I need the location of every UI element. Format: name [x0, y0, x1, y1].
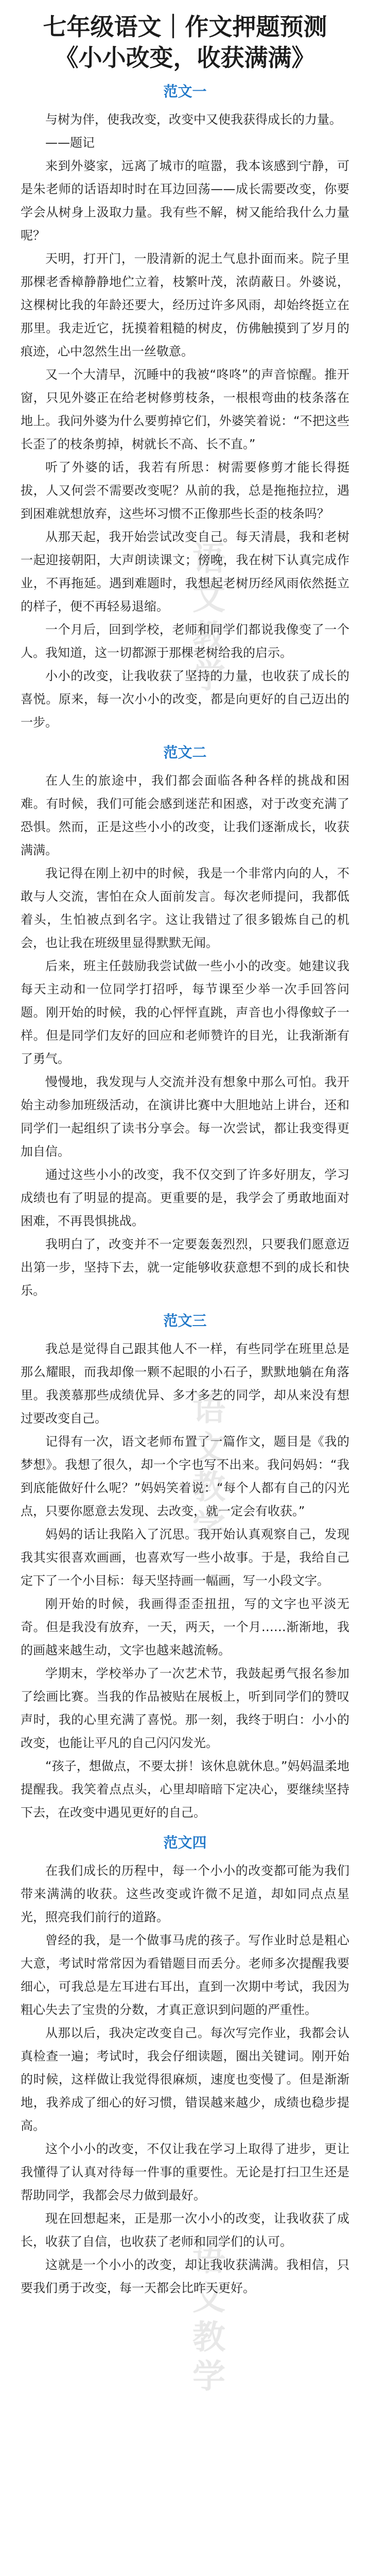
- essay-section: [21, 742, 349, 1302]
- essay-paragraph: 我明白了，改变并不一定要轰轰烈烈，只要我们愿意迈出第一步，坚持下去，就一定能够收获意想不到的成长和快乐。: [21, 1237, 349, 1298]
- essay-paragraph: 妈妈的话让我陷入了沉思。我开始认真观察自己，发现我其实很喜欢画画，也喜欢写一些小故事。于是，我给自己定下了一个小目标：每天坚持画一幅画，写一小段文字。: [21, 1527, 349, 1588]
- essay-paragraph: 这个小小的改变，不仅让我在学习上取得了进步，更让我懂得了认真对待每一件事的重要性。无论是打扫卫生还是帮助同学，我都会尽力做到最好。: [21, 2142, 349, 2202]
- essay-paragraph: 刚开始的时候，我画得歪歪扭扭，写的文字也平淡无奇。但是我没有放弃，一天，两天，一个月……渐渐地，我的画越来越生动，文字也越来越流畅。: [21, 1597, 349, 1657]
- essay-paragraph: 天明，打开门，一股清新的泥土气息扑面而来。院子里那棵老香樟静静地伫立着，枝繁叶茂，浓荫蔽日。外婆说，这棵树比我的年龄还要大，经历过许多风雨，却始终挺立在那里。我走近它，抚摸着粗糙的树皮，仿佛触摸到了岁月的痕迹，心中忽然生出一丝敬意。: [21, 251, 349, 359]
- essay-paragraph: 现在回想起来，正是那一次小小的改变，让我收获了成长，收获了自信，也收获了老师和同学们的认可。: [21, 2211, 349, 2249]
- essay-heading: 范文二: [163, 744, 207, 761]
- essay-section: [21, 1833, 349, 2300]
- watermark: 语文教学: [187, 1391, 225, 1548]
- essay-lead: 与树为伴，使我改变，改变中又使我获得成长的力量。: [45, 112, 342, 127]
- essay-signature: ——题记: [45, 135, 95, 150]
- watermark: 语文教学: [187, 541, 225, 698]
- essay-paragraph: 在我们成长的历程中，每一个小小的改变都可能为我们带来满满的收获。这些改变或许微不足道，却如同点点星光，照亮我们前行的道路。: [21, 1863, 349, 1924]
- essay-paragraph: 又一个大清早，沉睡中的我被“咚咚”的声音惊醒。推开窗，只见外婆正在给老树修剪枝条，一根根弯曲的枝条落在地上。我问外婆为什么要剪掉它们，外婆笑着说：“不把这些长歪了的枝条剪掉，树就长不高、长不直。”: [21, 367, 349, 451]
- essay-paragraph: 记得有一次，语文老师布置了一篇作文，题目是《我的梦想》。我想了很久，却一个字也写不出来。我问妈妈：“我到底能做好什么呢？”妈妈笑着说：“每个人都有自己的闪光点，只要你愿意去发现、去改变，就一定会有收获。”: [21, 1434, 349, 1518]
- page-title-line2: 《小小改变，收获满满》: [55, 44, 315, 72]
- essay-paragraph: 学期末，学校举办了一次艺术节，我鼓起勇气报名参加了绘画比赛。当我的作品被贴在展板上，听到同学们的赞叹声时，我的心里充满了喜悦。那一刻，我终于明白：小小的改变，也能让平凡的自己闪闪发光。: [21, 1666, 349, 1750]
- essay-paragraph: “孩子，想做点，不要太拼！该休息就休息。”妈妈温柔地提醒我。我笑着点点头，心里却暗暗下定决心，要继续坚持下去，在改变中遇见更好的自己。: [21, 1759, 349, 1820]
- essay-paragraph: 通过这些小小的改变，我不仅交到了许多好朋友，学习成绩也有了明显的提高。更重要的是，我学会了勇敢地面对困难，不再畏惧挑战。: [21, 1167, 349, 1228]
- essay-paragraph: 慢慢地，我发现与人交流并没有想象中那么可怕。我开始主动参加班级活动，在演讲比赛中大胆地站上讲台，还和同学们一起组织了读书分享会。每一次尝试，都让我变得更加自信。: [21, 1075, 349, 1159]
- essay-paragraph: 这就是一个小小的改变，却让我收获满满。我相信，只要我们勇于改变，每一天都会比昨天更好。: [21, 2258, 349, 2295]
- watermark: 语文教学: [187, 2241, 225, 2398]
- essay-paragraph: 在人生的旅途中，我们都会面临各种各样的挑战和困难。有时候，我们可能会感到迷茫和困惑，对于改变充满了恐惧。然而，正是这些小小的改变，让我们逐渐成长，收获满满。: [21, 773, 349, 857]
- essay-paragraph: 小小的改变，让我收获了坚持的力量，也收获了成长的喜悦。原来，每一次小小的改变，都是向更好的自己迈出的一步。: [21, 669, 349, 730]
- essay-paragraph: 曾经的我，是一个做事马虎的孩子。写作业时总是粗心大意，考试时常常因为看错题目而丢分。老师多次提醒我要细心，可我总是左耳进右耳出，直到一次期中考试，我因为粗心失去了宝贵的分数，才真正意识到问题的严重性。: [21, 1933, 349, 2017]
- essay-paragraph: 我总是觉得自己跟其他人不一样，有些同学在班里总是那么耀眼，而我却像一颗不起眼的小石子，默默地躺在角落里。我羡慕那些成绩优异、多才多艺的同学，却从来没有想过要改变自己。: [21, 1342, 349, 1426]
- essay-paragraph: 后来，班主任鼓励我尝试做一些小小的改变。她建议我每天主动和一位同学打招呼，每节课至少举一次手回答问题。刚开始的时候，我的心怦怦直跳，声音也小得像蚊子一样。但是同学们友好的回应和老师赞许的目光，让我渐渐有了勇气。: [21, 959, 349, 1066]
- essay-section: [21, 81, 349, 734]
- essay-paragraph: 从那以后，我决定改变自己。每次写完作业，我都会认真检查一遍；考试时，我会仔细读题，圈出关键词。刚开始的时候，这样做让我觉得很麻烦，速度也变慢了。但是渐渐地，我养成了细心的好习惯，错误越来越少，成绩也稳步提高。: [21, 2026, 349, 2133]
- page-title-line1: 七年级语文｜作文押题预测: [43, 13, 327, 41]
- essays-container: [21, 81, 349, 2300]
- essay-paragraph: 一个月后，回到学校，老师和同学们都说我像变了一个人。我知道，这一切都源于那棵老树给我的启示。: [21, 622, 349, 660]
- essay-section: [21, 1311, 349, 1824]
- essay-paragraph: 来到外婆家，远离了城市的喧嚣，我本该感到宁静，可是朱老师的话语却时时在耳边回荡——成长需要改变，你要学会从树身上汲取力量。我有些不解，树又能给我什么力量呢？: [21, 159, 349, 243]
- essay-paragraph: 听了外婆的话，我若有所思：树需要修剪才能长得挺拔，人又何尝不需要改变呢？从前的我，总是拖拖拉拉，遇到困难就想放弃，这些坏习惯不正像那些长歪的枝条吗？: [21, 460, 349, 521]
- essay-heading: 范文三: [163, 1312, 207, 1329]
- essay-paragraph: 从那天起，我开始尝试改变自己。每天清晨，我和老树一起迎接朝阳，大声朗读课文；傍晚，我在树下认真完成作业，不再拖延。遇到难题时，我想起老树历经风雨依然挺立的样子，便不再轻易退缩。: [21, 530, 349, 614]
- essay-paragraph: 我记得在刚上初中的时候，我是一个非常内向的人，不敢与人交流，害怕在众人面前发言。每次老师提问，我都低着头，生怕被点到名字。这让我错过了很多锻炼自己的机会，也让我在班级里显得默默无闻。: [21, 866, 349, 950]
- essay-heading: 范文四: [163, 1834, 207, 1851]
- essay-heading: 范文一: [163, 83, 207, 100]
